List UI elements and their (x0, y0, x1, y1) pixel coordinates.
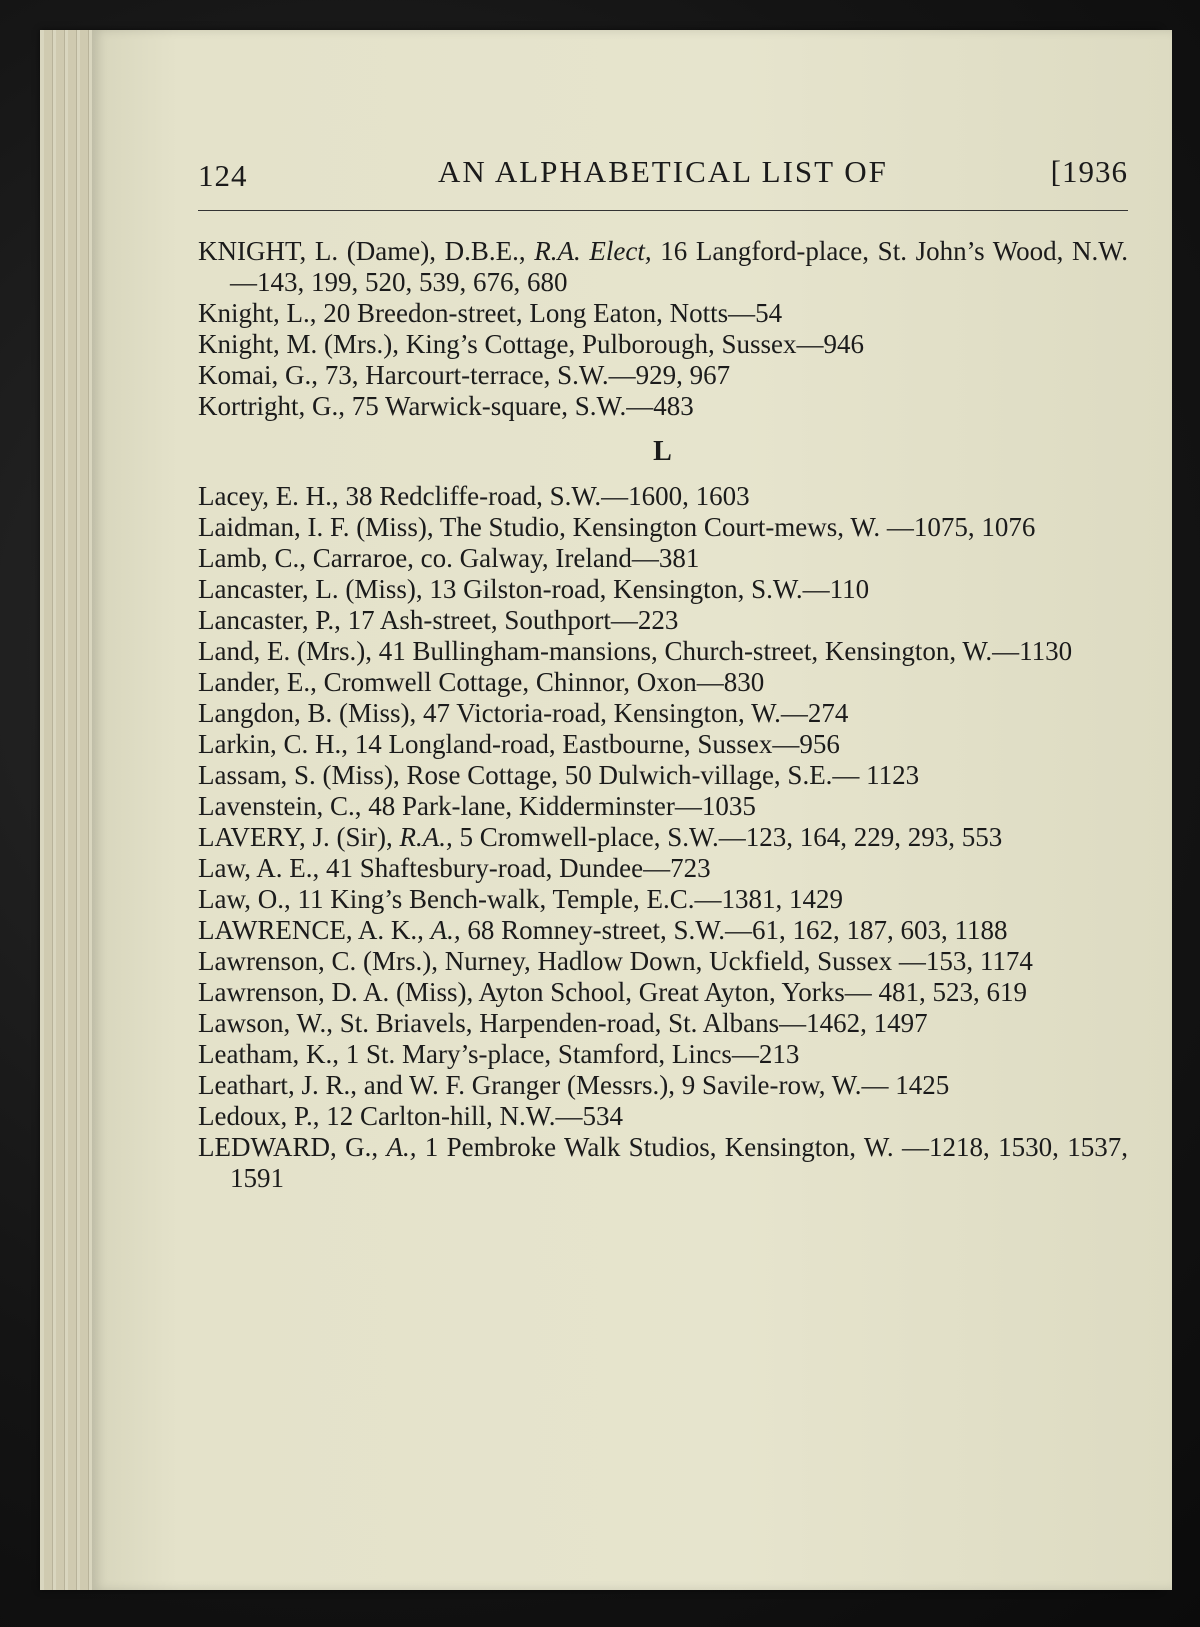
entry-address-exhibits: 68 Romney-street, S.W.—61, 162, 187, 603, 1188 (460, 915, 1008, 945)
running-title: AN ALPHABETICAL LIST OF (438, 154, 888, 189)
letter-heading: L (653, 436, 673, 467)
directory-entry (198, 329, 1128, 360)
directory-entry (198, 915, 1128, 946)
directory-entry (198, 574, 1128, 605)
entry-name: KNIGHT, L. (Dame), D.B.E., (198, 236, 535, 266)
directory-entry (198, 543, 1128, 574)
directory-entry (198, 512, 1128, 543)
directory-entry (198, 360, 1128, 391)
entry-name: Lavenstein, C., (198, 791, 369, 821)
entry-address-exhibits: Rose Cottage, 50 Dulwich-village, S.E.— 1123 (406, 760, 920, 790)
entry-address-exhibits: 5 Cromwell-place, S.W.—123, 164, 229, 293, 553 (452, 822, 1003, 852)
entry-name: Ledoux, P., (198, 1101, 327, 1131)
page-edge-line (80, 30, 89, 1590)
entry-address-exhibits: King’s Cottage, Pulborough, Sussex—946 (405, 329, 865, 359)
page-edge-line (44, 30, 53, 1590)
entry-name: Langdon, B. (Miss), (198, 698, 423, 728)
header-rule (198, 210, 1128, 211)
directory-entry (198, 236, 1128, 298)
directory-entry (198, 605, 1128, 636)
directory-entry (198, 636, 1128, 667)
entry-address-exhibits: 73, Harcourt-terrace, S.W.—929, 967 (324, 360, 731, 390)
entry-address-exhibits: 48 Park-lane, Kidderminster—1035 (368, 791, 756, 821)
directory-entry (198, 822, 1128, 853)
entry-address-exhibits: 38 Redcliffe-road, S.W.—1600, 1603 (345, 481, 750, 511)
entry-address-exhibits: Nurney, Hadlow Down, Uckfield, Sussex —153, 1174 (444, 946, 1033, 976)
directory-entry (198, 729, 1128, 760)
entry-name: LAWRENCE, A. K., (198, 915, 431, 945)
entry-name: Knight, M. (Mrs.), (198, 329, 406, 359)
directory-entry (198, 884, 1128, 915)
directory-entry (198, 946, 1128, 977)
running-header (198, 148, 1128, 194)
directory-entry (198, 1008, 1128, 1039)
entry-address-exhibits: 11 King’s Bench-walk, Temple, E.C.—1381, 1429 (297, 884, 844, 914)
entry-name: Lawrenson, D. A. (Miss), (198, 977, 479, 1007)
directory-entry (198, 1132, 1128, 1194)
entry-name: Lamb, C., (198, 543, 313, 573)
directory-entry (198, 698, 1128, 729)
entry-address-exhibits: 17 Ash-street, Southport—223 (347, 605, 679, 635)
entry-name: Lawrenson, C. (Mrs.), (198, 946, 445, 976)
section-k (198, 236, 1128, 422)
directory-entry (198, 977, 1128, 1008)
entry-name: Lancaster, L. (Miss), (198, 574, 430, 604)
book-page (92, 30, 1172, 1590)
directory-entry (198, 1039, 1128, 1070)
directory-entry (198, 391, 1128, 422)
entry-honor: R.A. Elect, (534, 236, 652, 266)
directory-entry (198, 791, 1128, 822)
entry-name: Lander, E., (198, 667, 324, 697)
directory-entry (198, 298, 1128, 329)
page-number: 124 (198, 158, 248, 193)
entry-name: Law, O., (198, 884, 298, 914)
entry-name: Knight, L., (198, 298, 324, 328)
entry-address-exhibits: 14 Longland-road, Eastbourne, Sussex—956 (354, 729, 840, 759)
entry-address-exhibits: St. Briavels, Harpenden-road, St. Albans—1462, 1497 (339, 1008, 928, 1038)
page-edge-line (68, 30, 77, 1590)
entry-address-exhibits: 20 Breedon-street, Long Eaton, Notts—54 (323, 298, 783, 328)
entry-address-exhibits: 13 Gilston-road, Kensington, S.W.—110 (429, 574, 870, 604)
entry-name: Komai, G., (198, 360, 325, 390)
entry-address-exhibits: 47 Victoria-road, Kensington, W.—274 (423, 698, 849, 728)
section-l (198, 481, 1128, 1194)
directory-entry (198, 1101, 1128, 1132)
directory-entry (198, 1070, 1128, 1101)
page-edge-line (56, 30, 65, 1590)
entry-address-exhibits: 41 Shaftesbury-road, Dundee—723 (325, 853, 711, 883)
entry-name: Leathart, J. R., and W. F. Granger (Messrs.), (198, 1070, 682, 1100)
header-year: [1936 (1050, 154, 1128, 189)
entry-address-exhibits: 12 Carlton-hill, N.W.—534 (326, 1101, 623, 1131)
directory-entries (198, 236, 1128, 1194)
entry-address-exhibits: 1 Pembroke Walk Studios, Kensington, W. —1218, 1530, 1537, 1591 (230, 1132, 1128, 1193)
entry-name: LAVERY, J. (Sir), (198, 822, 400, 852)
entry-name: Lancaster, P., (198, 605, 348, 635)
entry-address-exhibits: Carraroe, co. Galway, Ireland—381 (312, 543, 700, 573)
entry-name: Leatham, K., (198, 1039, 346, 1069)
entry-address-exhibits: 9 Savile-row, W.— 1425 (681, 1070, 950, 1100)
entry-address-exhibits: 1 St. Mary’s-place, Stamford, Lincs—213 (345, 1039, 800, 1069)
entry-address-exhibits: 16 Langford-place, St. John’s Wood, N.W.—143, 199, 520, 539, 676, 680 (230, 236, 1128, 297)
directory-entry (198, 760, 1128, 791)
entry-address-exhibits: The Studio, Kensington Court-mews, W. —1075, 1076 (439, 512, 1036, 542)
entry-name: Lacey, E. H., (198, 481, 346, 511)
entry-address-exhibits: 75 Warwick-square, S.W.—483 (351, 391, 694, 421)
directory-entry (198, 853, 1128, 884)
directory-entry (198, 481, 1128, 512)
entry-honor: A., (430, 915, 461, 945)
entry-name: Land, E. (Mrs.), (198, 636, 379, 666)
entry-address-exhibits: Cromwell Cottage, Chinnor, Oxon—830 (323, 667, 765, 697)
entry-name: Larkin, C. H., (198, 729, 355, 759)
entry-name: Law, A. E., (198, 853, 326, 883)
entry-address-exhibits: 41 Bullingham-mansions, Church-street, Kensington, W.—1130 (378, 636, 1073, 666)
entry-name: Laidman, I. F. (Miss), (198, 512, 440, 542)
entry-name: Lawson, W., (198, 1008, 340, 1038)
entry-name: LEDWARD, G., (198, 1132, 387, 1162)
entry-name: Lassam, S. (Miss), (198, 760, 407, 790)
entry-honor: R.A., (399, 822, 453, 852)
entry-address-exhibits: Ayton School, Great Ayton, Yorks— 481, 523, 619 (478, 977, 1028, 1007)
directory-entry (198, 667, 1128, 698)
entry-name: Kortright, G., (198, 391, 352, 421)
entry-honor: A., (386, 1132, 417, 1162)
